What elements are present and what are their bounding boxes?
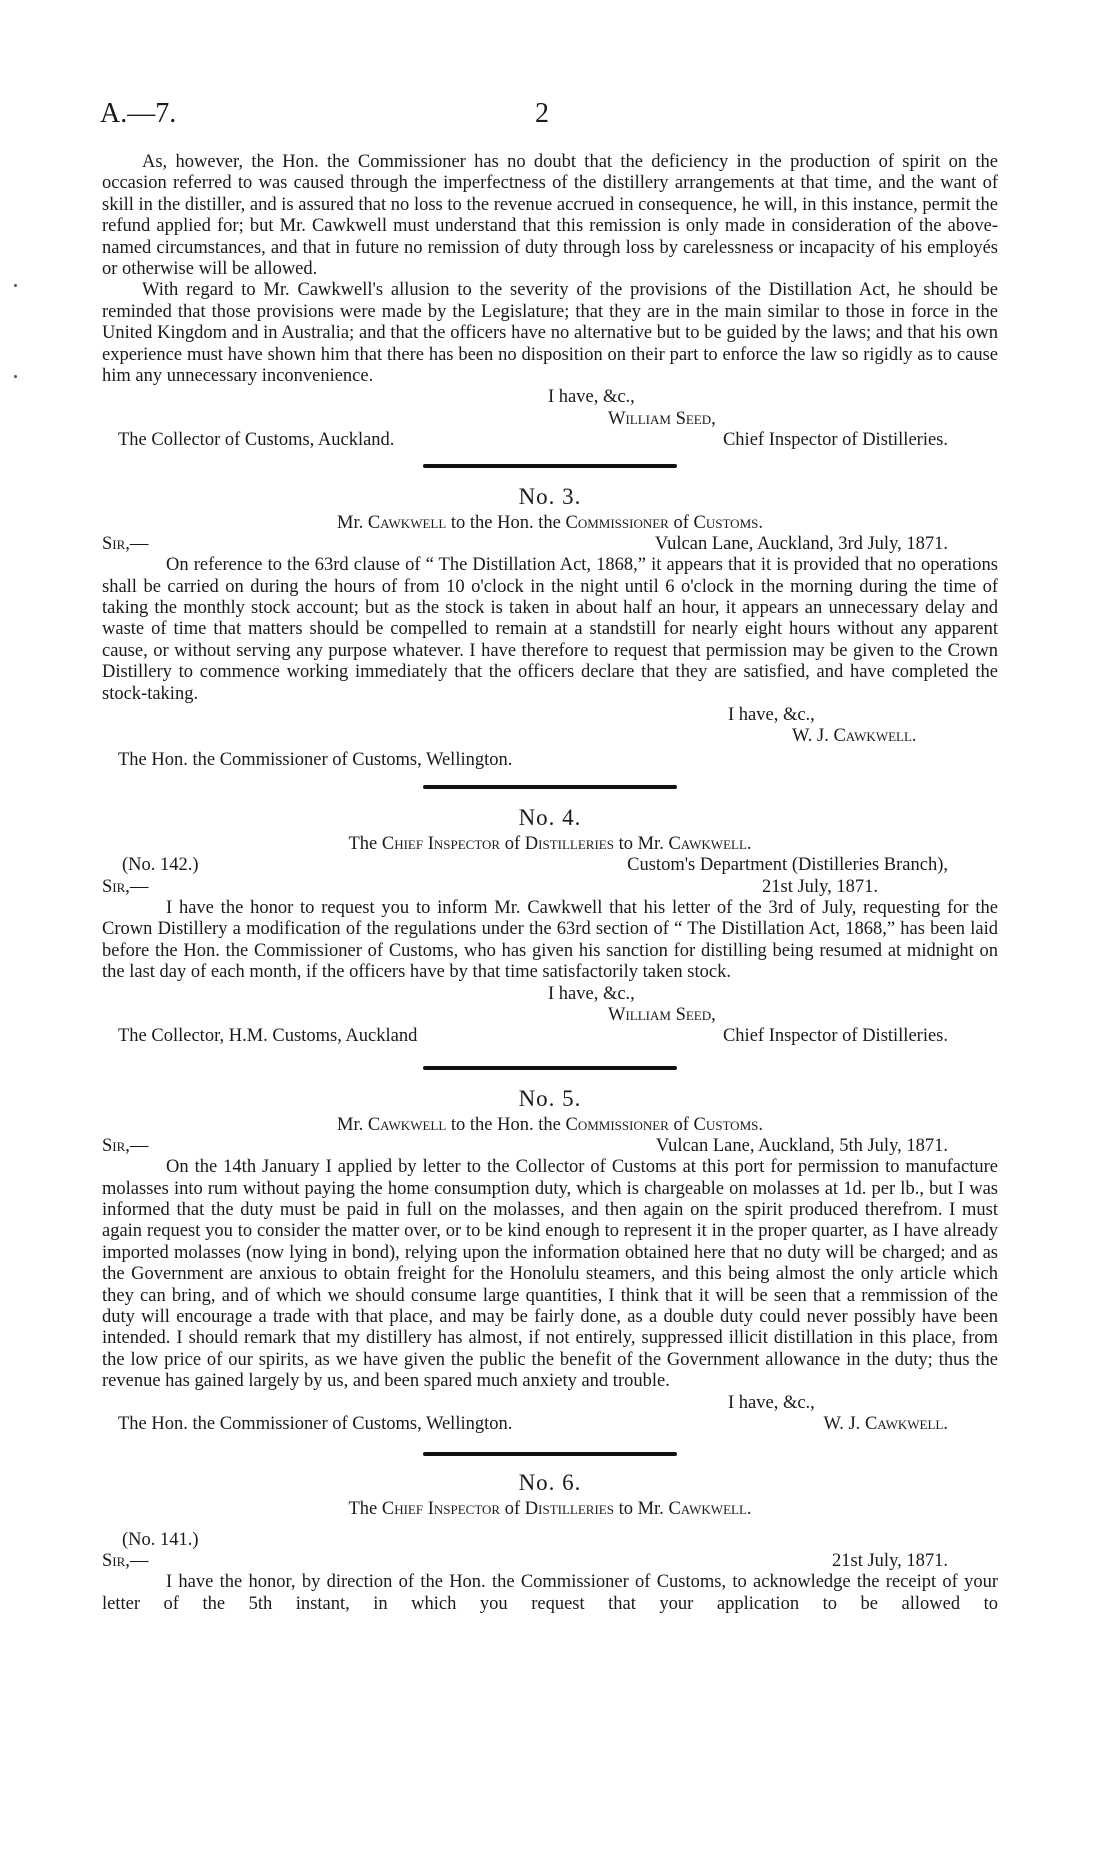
date: 21st July, 1871.	[832, 1550, 948, 1571]
closing: I have, &c.,	[548, 983, 635, 1004]
letter-number: No. 5.	[518, 1085, 582, 1111]
letter-title	[102, 1114, 998, 1136]
margin-dot	[14, 284, 17, 287]
signature: William Seed,	[608, 408, 716, 429]
closing: I have, &c.,	[728, 704, 815, 725]
paragraph: I have the honor to request you to inform Mr. Cawkwell that his letter of the 3rd of July, requesting for the Crown Distillery a modification of the regulations under the 63rd section of “ The Distillation Act, 1868,” has been laid before the Hon. the Commissioner of Customs, who has given his sanction for distilling being resumed at midnight on the last day of each month, if the officers have by that time satisfactorily taken stock.	[102, 897, 998, 983]
title-sender: Chief Inspector	[381, 834, 501, 855]
signature-name: Cawkwell.	[833, 726, 917, 747]
letter-4	[102, 803, 998, 1048]
letter-title	[102, 833, 998, 855]
addressee-row	[102, 430, 998, 451]
signature: William Seed,	[608, 1005, 716, 1025]
title-text: Mr.	[337, 512, 368, 533]
reference-row	[102, 855, 998, 876]
section-divider	[423, 1452, 677, 1456]
title-text: to the Hon. the	[446, 1114, 566, 1135]
signature	[823, 1414, 948, 1435]
paragraph: On the 14th January I applied by letter to the Collector of Customs at this port for permission to manufacture molasses into rum without paying the home consumption duty, which is chargeable on molasses at 1d. per lb., but I was informed that the duty must be paid in full on the molasses, and then again on the spirit produced therefrom. I must again request you to consider the matter over, or to be kind enough to represent it in the proper quarter, as I have already imported molasses (now lying in bond), relying upon the information obtained here that no duty will be charged; and as the Government are anxious to obtain freight for the Honolulu steamers, and this being almost the only article which they can bring, and of which we should consume large quantities, I think that it will be seen that a remmission of the duty will encourage a trade with that place, and may be fairly done, as a double duty could never possibly have been intended. I should remark that my distillery has almost, if not entirely, suppressed illicit distillation in this place, from the low price of our spirits, as we have given the public the benefit of the Government allowance in the duty; thus the revenue has gained largely by us, and been spared much anxiety and trouble.	[102, 1157, 998, 1392]
date: 21st July, 1871.	[762, 876, 878, 897]
addressee-row	[102, 1026, 998, 1047]
title-recipient: Commissioner	[565, 512, 669, 533]
paragraph: I have the honor, by direction of the Hon. the Commissioner of Customs, to acknowledge the receipt of your letter of the 5th instant, in which you request that your application to be allowed to	[102, 1572, 998, 1614]
title-text: Mr.	[337, 1114, 368, 1135]
title-text: of	[500, 1498, 525, 1519]
title-text: to the Hon. the	[446, 512, 566, 533]
department: Custom's Department (Distilleries Branch),	[627, 855, 948, 876]
title-text: of	[668, 1114, 694, 1135]
title-recipient: Customs.	[693, 1114, 763, 1135]
salutation: Sir,—	[102, 876, 149, 897]
letter-number: No. 6.	[518, 1469, 582, 1495]
title-sender: Distilleries	[524, 1498, 614, 1519]
title-recipient: Commissioner	[565, 1114, 669, 1135]
title-text: The	[348, 1498, 382, 1519]
signer-title: Chief Inspector of Distilleries.	[722, 1026, 948, 1047]
title-text: to Mr.	[613, 834, 669, 855]
title-text: to Mr.	[613, 1498, 669, 1519]
document-body	[102, 152, 998, 1615]
salutation-row	[102, 1551, 998, 1572]
salutation: Sir,—	[102, 1135, 149, 1156]
title-text: The	[348, 834, 382, 855]
page-number: 2	[535, 98, 549, 129]
addressee-row	[102, 1414, 998, 1435]
addressee: The Hon. the Commissioner of Customs, Wellington.	[118, 1414, 513, 1435]
salutation-row	[102, 534, 998, 555]
place-date: Vulcan Lane, Auckland, 3rd July, 1871.	[654, 533, 948, 554]
salutation-row	[102, 1136, 998, 1157]
letter-title	[102, 512, 998, 534]
paragraph: As, however, the Hon. the Commissioner has no doubt that the deficiency in the production of spirit on the occasion referred to was caused through the imperfectness of the distillery arrangements at that time, and the want of skill in the distiller, and is assured that no loss to the revenue accrued in consequence, he will, in this instance, permit the refund applied for; but Mr. Cawkwell must understand that this remission is only made in consideration of the above-named circumstances, and that in future no remission of duty through loss by carelessness or incapacity of his employés or otherwise will be allowed.	[102, 152, 998, 280]
section-divider	[423, 1066, 677, 1070]
addressee: The Collector of Customs, Auckland.	[118, 430, 395, 451]
reference-number: (No. 141.)	[122, 1529, 199, 1550]
paragraph: On reference to the 63rd clause of “ The Distillation Act, 1868,” it appears that it is provided that no operations shall be carried on during the hours of from 10 o'clock in the night until 6 o'clock in the morning during the time of taking the monthly stock account; but as the stock is taken in about half an hour, it appears an unnecessary delay and waste of time that matters should be compelled to remain at a standstill for nearly eight hours without any apparent cause, or without serving any purpose whatever. I have therefore to request that permission may be given to the Crown Distillery to commence working immediately that the officers declare that they are satisfied, and have completed the stock-taking.	[102, 555, 998, 704]
addressee: The Hon. the Commissioner of Customs, Wellington.	[118, 749, 513, 770]
letter-6	[102, 1468, 998, 1616]
letter-5	[102, 1084, 998, 1436]
paragraph: With regard to Mr. Cawkwell's allusion to the severity of the provisions of the Distillation Act, he should be reminded that those provisions were made by the Legislature; that they are in the main similar to those in force in the United Kingdom and in Australia; and that the officers have no alternative but to be guided by the laws; and that his own experience must have shown him that there has been no disposition on their part to enforce the law so rigidly as to cause him any unnecessary inconvenience.	[102, 280, 998, 387]
title-recipient: Cawkwell.	[668, 834, 752, 855]
reference-number: (No. 142.)	[122, 855, 199, 876]
title-sender: Cawkwell	[367, 1114, 447, 1135]
letter-title	[102, 1498, 998, 1520]
letter-3	[102, 482, 998, 771]
addressee: The Collector, H.M. Customs, Auckland	[118, 1026, 418, 1047]
section-divider	[423, 464, 677, 468]
section-divider	[423, 785, 677, 789]
place-date: Vulcan Lane, Auckland, 5th July, 1871.	[655, 1135, 948, 1156]
letter-number: No. 4.	[518, 805, 582, 831]
salutation: Sir,—	[102, 1550, 149, 1571]
title-text: of	[668, 512, 694, 533]
salutation-row	[102, 877, 998, 898]
salutation: Sir,—	[102, 533, 149, 554]
signature-initials: W. J.	[792, 726, 834, 747]
closing: I have, &c.,	[548, 387, 635, 408]
margin-dot	[14, 375, 17, 378]
title-recipient: Customs.	[693, 512, 763, 533]
signature	[102, 726, 998, 747]
signer-title: Chief Inspector of Distilleries.	[722, 430, 948, 451]
title-sender: Cawkwell	[367, 512, 447, 533]
title-text: of	[500, 834, 525, 855]
letter-2-continuation	[102, 152, 998, 452]
closing: I have, &c.,	[728, 1392, 815, 1413]
title-sender: Chief Inspector	[381, 1498, 501, 1519]
title-recipient: Cawkwell.	[668, 1498, 752, 1519]
signature-name: Cawkwell.	[864, 1414, 948, 1435]
letter-number: No. 3.	[518, 483, 582, 509]
series-number: A.—7.	[100, 98, 177, 129]
title-sender: Distilleries	[524, 834, 614, 855]
signature-initials: W. J.	[823, 1414, 865, 1435]
